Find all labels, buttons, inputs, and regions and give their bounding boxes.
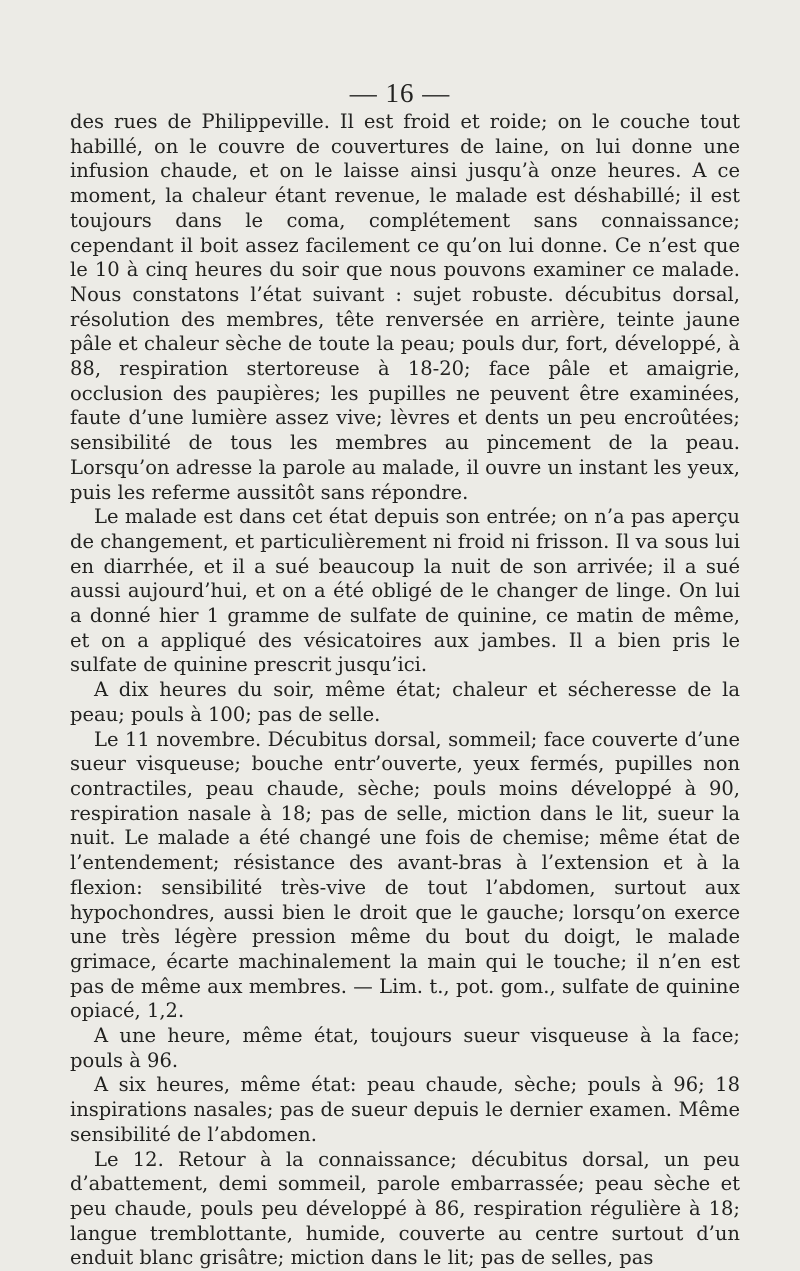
page-number: — 16 — — [349, 78, 451, 108]
paragraph-3: A dix heures du soir, même état; chaleur et sécheresse de la peau; pouls à 100; pas de selle. — [70, 678, 740, 726]
paragraph-7: Le 12. Retour à la connaissance; décubitus dorsal, un peu d’abattement, demi sommeil, parole embarrassée; peau sèche et peu chaude, pouls peu développé à 86, respiration régulière à 18; langue tremblottante, humide, couverte au centre surtout d’un enduit blanc grisâtre; miction dans le lit; pas de selles, pas — [70, 1147, 740, 1270]
paragraph-5: A une heure, même état, toujours sueur visqueuse à la face; pouls à 96. — [70, 1024, 740, 1072]
paragraph-6: A six heures, même état: peau chaude, sèche; pouls à 96; 18 inspirations nasales; pas de sueur depuis le dernier examen. Même sensibilité de l’abdomen. — [70, 1073, 740, 1146]
paragraph-1: des rues de Philippeville. Il est froid et roide; on le couche tout habillé, on le couvre de couvertures de laine, on lui donne une infusion chaude, et on le laisse ainsi jusqu’à onze heures. A ce moment, la chaleur étant revenue, le malade est déshabillé; il est toujours dans le coma, complétement sans connaissance; cependant il boit assez facilement ce qu’on lui donne. Ce n’est que le 10 à cinq heures du soir que nous pouvons examiner ce malade. Nous constatons l’état suivant : sujet robuste. décubitus dorsal, résolution des membres, tête renversée en arrière, teinte jaune pâle et chaleur sèche de toute la peau; pouls dur, fort, développé, à 88, respiration stertoreuse à 18-20; face pâle et amaigrie, occlusion des paupières; les pupilles ne peuvent être examinées, faute d’une lumière assez vive; lèvres et dents un peu encroûtées; sensibilité de tous les membres au pincement de la peau. Lorsqu’on adresse la parole au malade, il ouvre un instant les yeux, puis les referme aussitôt sans répondre. — [70, 110, 740, 504]
paragraph-4: Le 11 novembre. Décubitus dorsal, sommeil; face couverte d’une sueur visqueuse; bouche entr’ouverte, yeux fermés, pupilles non contractiles, peau chaude, sèche; pouls moins développé à 90, respiration nasale à 18; pas de selle, miction dans le lit, sueur la nuit. Le malade a été changé une fois de chemise; même état de l’entendement; résistance des avant-bras à l’extension et à la flexion: sensibilité très-vive de tout l’abdomen, surtout aux hypochondres, aussi bien le droit que le gauche; lorsqu’on exerce une très légère pression même du bout du doigt, le malade grimace, écarte machinalement la main qui le touche; il n’en est pas de même aux membres. — Lim. t., pot. gom., sulfate de quinine opiacé, 1,2. — [70, 727, 740, 1023]
body-text — [70, 110, 740, 1271]
paragraph-2: Le malade est dans cet état depuis son entrée; on n’a pas aperçu de changement, et particulièrement ni froid ni frisson. Il va sous lui en diarrhée, et il a sué beaucoup la nuit de son arrivée; il a sué aussi aujourd’hui, et on a été obligé de le changer de linge. On lui a donné hier 1 gramme de sulfate de quinine, ce matin de même, et on a appliqué des vésicatoires aux jambes. Il a bien pris le sulfate de quinine prescrit jusqu’ici. — [70, 505, 740, 677]
